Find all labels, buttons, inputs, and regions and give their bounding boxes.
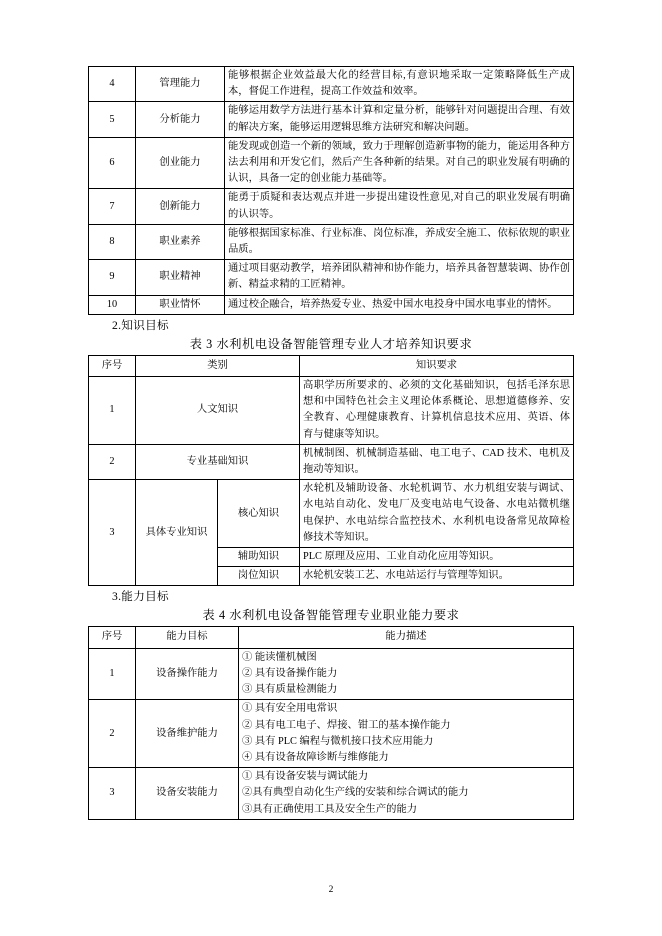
row-number: 4 — [89, 67, 136, 102]
row-category: 职业素养 — [136, 224, 225, 259]
row-number: 9 — [89, 260, 136, 295]
table-header-row — [89, 355, 574, 376]
row-category: 管理能力 — [136, 67, 225, 102]
row-goal: 设备操作能力 — [136, 648, 239, 700]
table-row — [89, 189, 574, 224]
row-number: 10 — [89, 295, 136, 314]
page-number: 2 — [328, 885, 334, 895]
column-header-no: 序号 — [89, 355, 136, 376]
row-number: 5 — [89, 102, 136, 137]
row-requirement: 高职学历所要求的、必须的文化基础知识，包括毛泽东思想和中国特色社会主义理论体系概论、思想道德修养、安全教育、心理健康教育、计算机信息技术应用、英语、体育与健康等知识。 — [300, 377, 574, 445]
row-requirement: 水轮机及辅助设备、水轮机调节、水力机组安装与调试、水电站自动化、发电厂及变电站电气设备、水电站微机继电保护、水电站综合监控技术、水利机电设备常见故障检修技术等知识。 — [300, 480, 574, 548]
list-item: ③具有正确使用工具及安全生产的能力 — [242, 803, 418, 815]
table-row — [89, 295, 574, 314]
column-header-goal: 能力目标 — [136, 627, 239, 648]
row-items — [239, 700, 574, 768]
table-row — [89, 648, 574, 700]
row-number: 6 — [89, 137, 136, 189]
list-item: ④ 具有设备故障诊断与维修能力 — [242, 751, 389, 763]
list-item: ②具有典型自动化生产线的安装和综合调试的能力 — [242, 787, 469, 799]
table-vocational-ability — [88, 626, 574, 819]
row-number: 3 — [89, 480, 136, 586]
row-description: 能发现或创造一个新的领域，致力于理解创造新事物的能力，能运用各种方法去利用和开发它们，然后产生各种新的结果。对自己的职业发展有明确的认识，具备一定的创业能力基础等。 — [225, 137, 574, 189]
list-item: ① 具有设备安装与调试能力 — [242, 771, 369, 783]
row-subcategory: 岗位知识 — [218, 567, 300, 586]
table-ability-continued — [88, 66, 574, 315]
row-subcategory: 核心知识 — [218, 480, 300, 548]
list-item: ③ 具有 PLC 编程与微机接口技术应用能力 — [242, 735, 434, 747]
row-requirement: PLC 原理及应用、工业自动化应用等知识。 — [300, 548, 574, 567]
column-header-no: 序号 — [89, 627, 136, 648]
row-number: 1 — [89, 648, 136, 700]
row-subcategory: 辅助知识 — [218, 548, 300, 567]
table-row — [89, 260, 574, 295]
row-description: 通过校企融合，培养热爱专业、热爱中国水电投身中国水电事业的情怀。 — [225, 295, 574, 314]
row-goal: 设备安装能力 — [136, 768, 239, 820]
table-row — [89, 224, 574, 259]
row-number: 2 — [89, 700, 136, 768]
row-category: 人文知识 — [136, 377, 300, 445]
table-row — [89, 67, 574, 102]
section-heading-knowledge: 2.知识目标 — [112, 318, 169, 332]
table-3-title: 表 3 水利机电设备智能管理专业人才培养知识要求 — [189, 336, 473, 351]
row-category: 分析能力 — [136, 102, 225, 137]
column-header-description: 能力描述 — [239, 627, 574, 648]
table-row — [89, 768, 574, 820]
row-description: 通过项目驱动教学，培养团队精神和协作能力，培养具备智慧装调、协作创新、精益求精的工匠精神。 — [225, 260, 574, 295]
row-category: 创业能力 — [136, 137, 225, 189]
row-number: 7 — [89, 189, 136, 224]
table-row — [89, 444, 574, 479]
row-category: 具体专业知识 — [136, 480, 218, 586]
row-number: 2 — [89, 444, 136, 479]
table-row — [89, 377, 574, 445]
section-heading-ability: 3.能力目标 — [112, 590, 169, 604]
list-item: ② 具有电工电子、焊接、钳工的基本操作能力 — [242, 719, 451, 731]
table-header-row — [89, 627, 574, 648]
row-description: 能够根据企业效益最大化的经营目标,有意识地采取一定策略降低生产成本，督促工作进程，提高工作效益和效率。 — [225, 67, 574, 102]
row-requirement: 水轮机安装工艺、水电站运行与管理等知识。 — [300, 567, 574, 586]
row-category: 职业情怀 — [136, 295, 225, 314]
row-goal: 设备维护能力 — [136, 700, 239, 768]
row-items — [239, 648, 574, 700]
row-number: 3 — [89, 768, 136, 820]
list-item: ③ 具有质量检测能力 — [242, 684, 338, 696]
table-knowledge-requirements — [88, 355, 574, 587]
column-header-requirement: 知识要求 — [300, 355, 574, 376]
list-item: ① 能读懂机械图 — [242, 651, 317, 663]
list-item: ② 具有设备操作能力 — [242, 667, 338, 679]
row-number: 1 — [89, 377, 136, 445]
row-category: 专业基础知识 — [136, 444, 300, 479]
row-description: 能够运用数学方法进行基本计算和定量分析，能够针对问题提出合理、有效的解决方案，能够运用逻辑思维方法研究和解决问题。 — [225, 102, 574, 137]
list-item: ① 具有安全用电常识 — [242, 703, 338, 715]
table-row — [89, 137, 574, 189]
column-header-category: 类别 — [136, 355, 300, 376]
row-items — [239, 768, 574, 820]
table-row — [89, 102, 574, 137]
table-4-title: 表 4 水利机电设备智能管理专业职业能力要求 — [202, 608, 460, 623]
row-number: 8 — [89, 224, 136, 259]
row-category: 职业精神 — [136, 260, 225, 295]
row-category: 创新能力 — [136, 189, 225, 224]
table-row — [89, 700, 574, 768]
table-row — [89, 480, 574, 548]
row-description: 能勇于质疑和表达观点并进一步提出建设性意见,对自己的职业发展有明确的认识等。 — [225, 189, 574, 224]
page-content — [88, 66, 574, 820]
row-description: 能够根据国家标准、行业标准、岗位标准，养成安全施工、依标依规的职业品质。 — [225, 224, 574, 259]
row-requirement: 机械制图、机械制造基础、电工电子、CAD 技术、电机及拖动等知识。 — [300, 444, 574, 479]
